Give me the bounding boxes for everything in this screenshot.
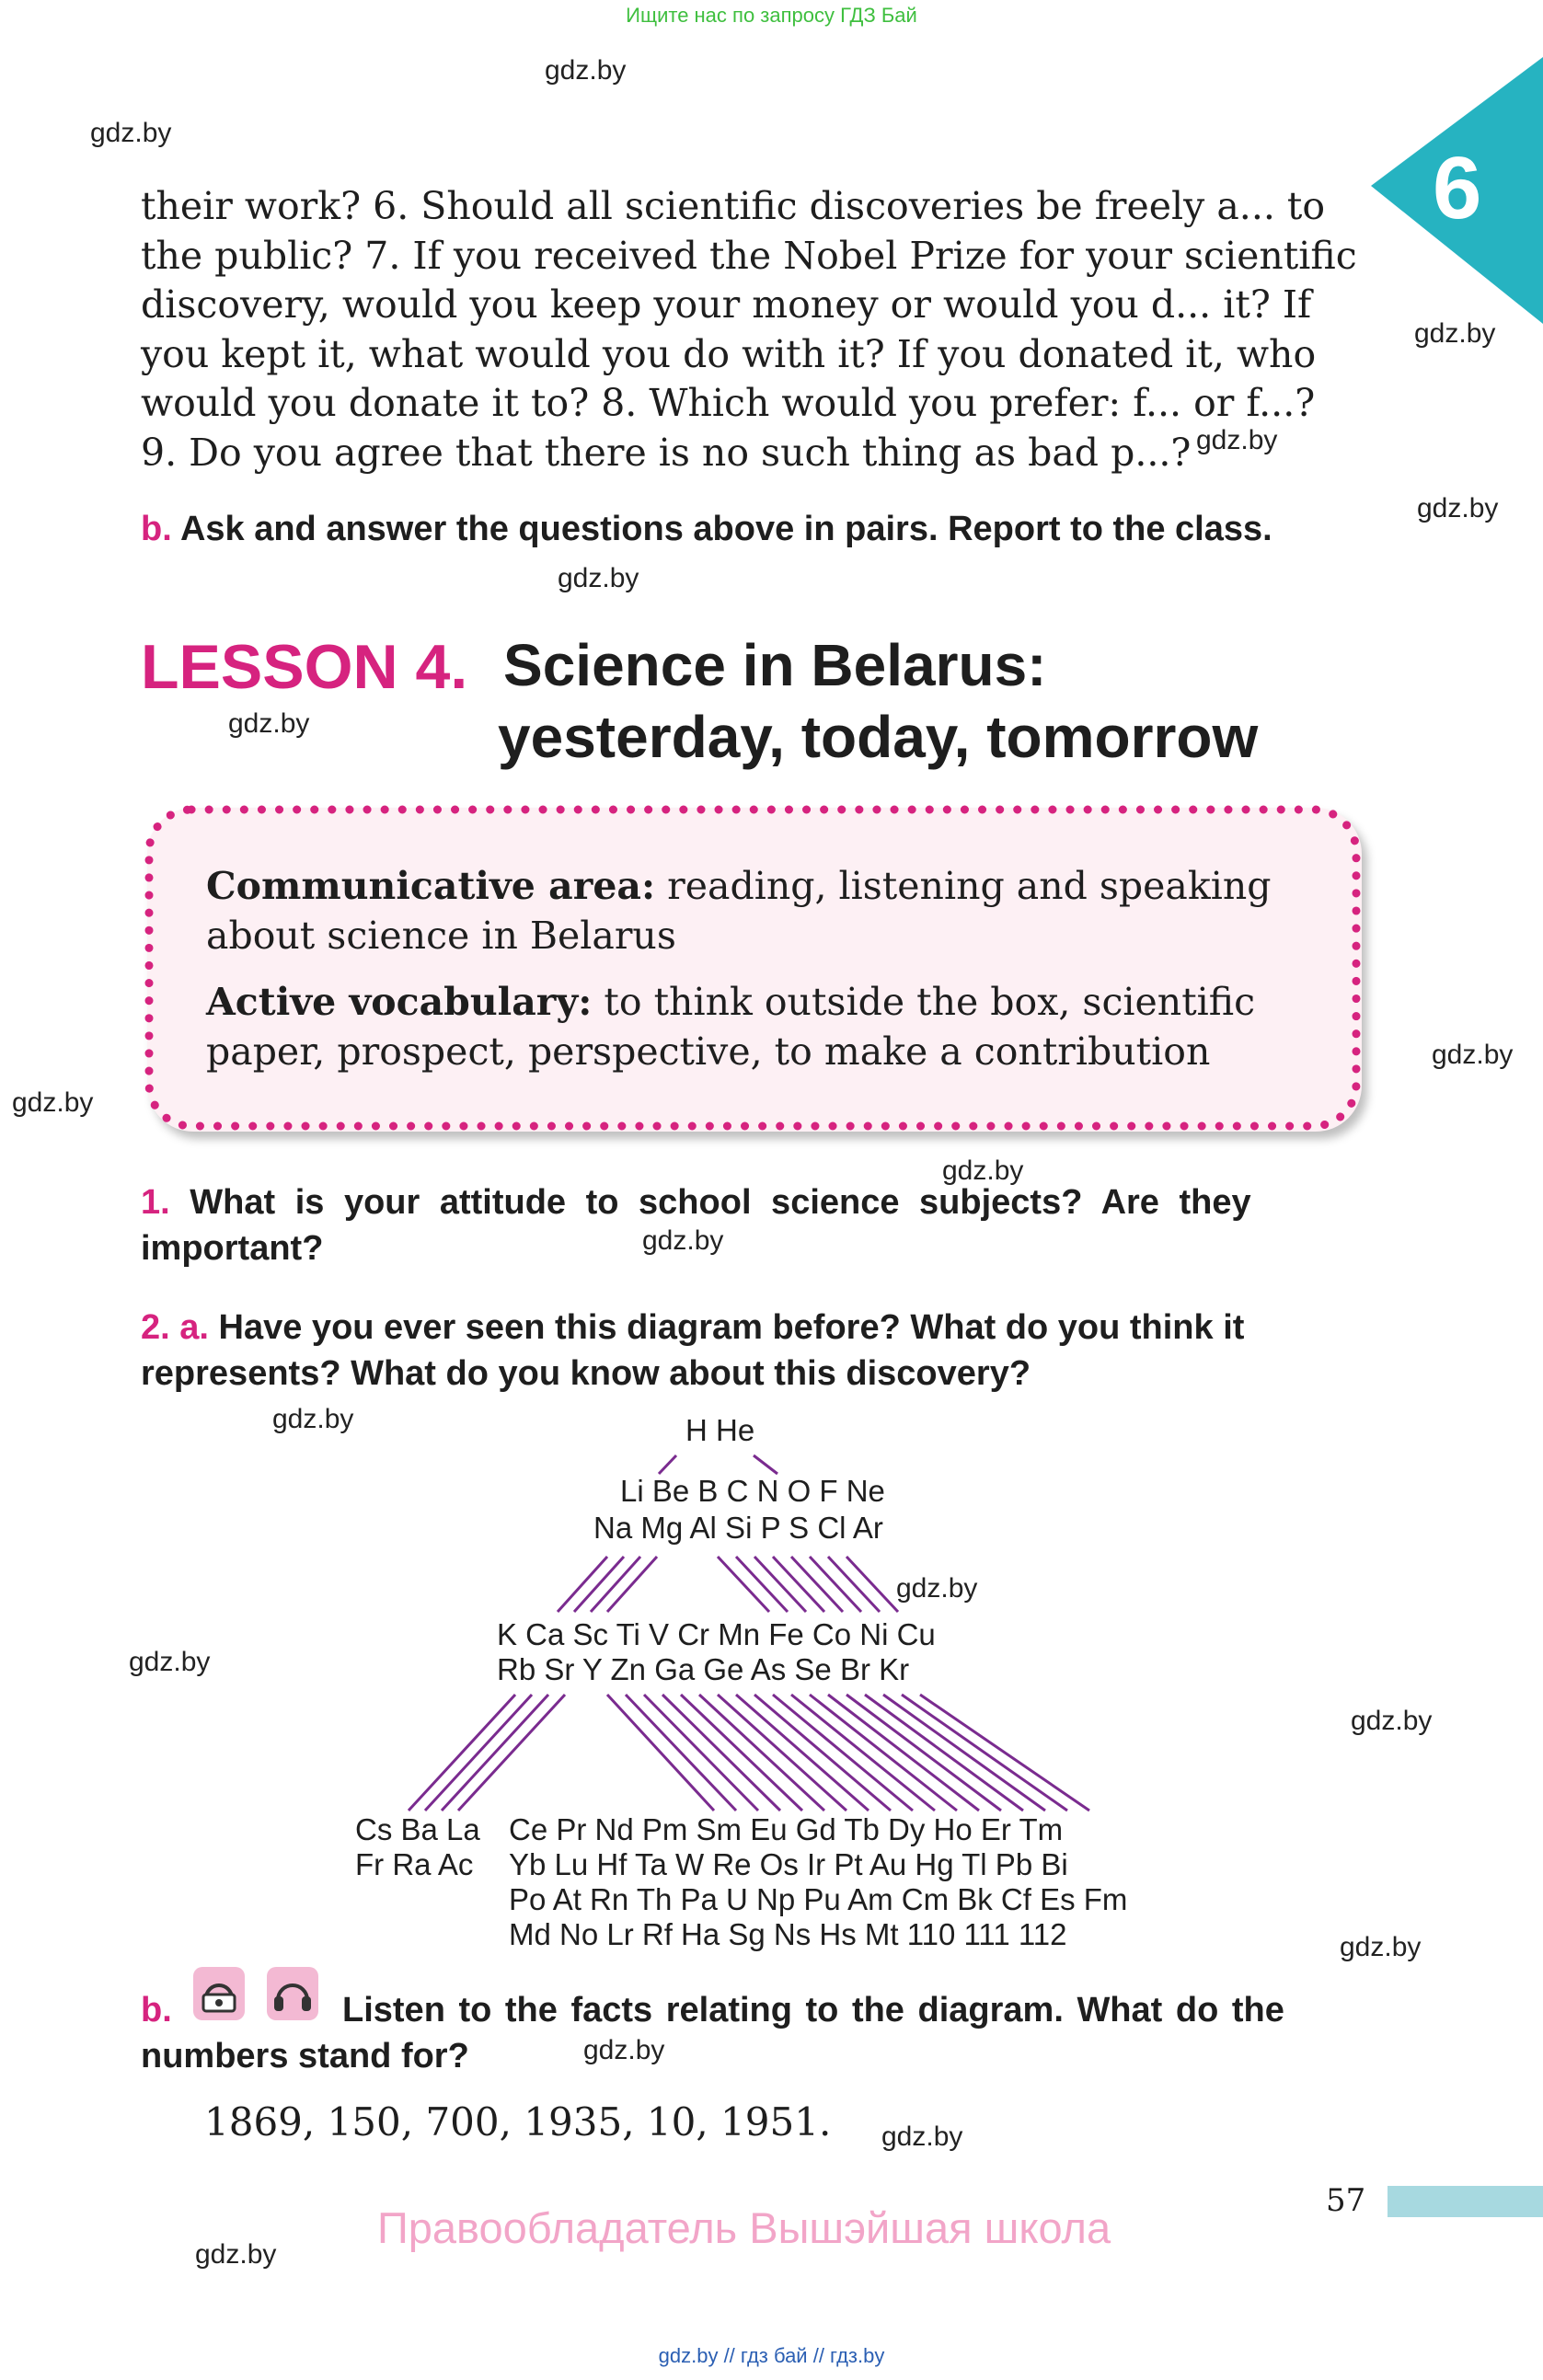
watermark: gdz.by — [228, 708, 310, 739]
watermark: gdz.by — [558, 563, 639, 593]
watermark: gdz.by — [1196, 425, 1278, 455]
watermark: gdz.by — [881, 2121, 963, 2152]
page-number-bar — [1388, 2186, 1543, 2217]
years-list: 1869, 150, 700, 1935, 10, 1951. — [204, 2099, 832, 2144]
task-number: 2. — [141, 1308, 170, 1347]
task-text: Have you ever seen this diagram before? What do you think it — [218, 1308, 1245, 1347]
diagram-row: Yb Lu Hf Ta W Re Os Ir Pt Au Hg Tl Pb Bi — [509, 1847, 1068, 1881]
task-1-line: important? — [141, 1229, 324, 1268]
page-number: 57 — [1326, 2182, 1366, 2219]
communicative-area-label: Communicative area: — [206, 864, 656, 908]
paragraph-line: would you donate it to? 8. Which would you prefer: f... or f...? — [141, 381, 1316, 426]
headphones-icon[interactable] — [267, 1967, 318, 2020]
watermark: gdz.by — [129, 1647, 211, 1677]
watermark: gdz.by — [12, 1087, 94, 1118]
active-vocabulary-text: to think outside the box, scientific — [592, 980, 1256, 1024]
communicative-area-text: about science in Belarus — [206, 914, 676, 958]
watermark: gdz.by — [1351, 1706, 1433, 1736]
watermark: gdz.by — [272, 1404, 354, 1434]
task-letter: b. — [141, 1991, 172, 2029]
copyright-owner: Правообладатель Вышэйшая школа — [377, 2203, 1111, 2252]
watermark: gdz.by — [90, 118, 172, 148]
diagram-row: Li Be B C N O F Ne — [620, 1474, 885, 1508]
task-2a-line: represents? What do you know about this discovery? — [141, 1354, 1031, 1393]
lesson-title-line1: Science in Belarus: — [503, 632, 1047, 698]
watermark: gdz.by — [642, 1225, 724, 1256]
watermark: gdz.by — [942, 1156, 1024, 1186]
paragraph-line: 9. Do you agree that there is no such thing as bad p...? — [141, 430, 1192, 475]
lesson-title-line2: yesterday, today, tomorrow — [498, 704, 1259, 770]
diagram-row: Md No Lr Rf Ha Sg Ns Hs Mt 110 111 112 — [509, 1917, 1067, 1951]
watermark: gdz.by — [1417, 493, 1499, 523]
watermark: gdz.by — [1432, 1040, 1514, 1070]
task-2b-line: numbers stand for? — [141, 2037, 469, 2075]
diagram-row: Na Mg Al Si P S Cl Ar — [593, 1511, 883, 1545]
task-number: 1. — [141, 1183, 170, 1222]
diagram-row: H He — [685, 1413, 755, 1447]
paragraph-line: discovery, would you keep your money or would you d... it? If — [141, 282, 1312, 328]
diagram-row: Ce Pr Nd Pm Sm Eu Gd Tb Dy Ho Er Tm — [509, 1812, 1064, 1846]
watermark: gdz.by — [545, 55, 627, 86]
task-letter: a. — [179, 1308, 209, 1347]
paragraph-line: the public? 7. If you received the Nobel Prize for your scientific — [141, 233, 1357, 278]
diagram-row: Po At Rn Th Pa U Np Pu Am Cm Bk Cf Es Fm — [509, 1882, 1128, 1916]
active-vocabulary-text: paper, prospect, perspective, to make a contribution — [206, 1029, 1211, 1074]
watermark: gdz.by — [1414, 318, 1496, 349]
watermark: gdz.by — [896, 1573, 978, 1604]
task-letter: b. — [141, 510, 172, 548]
watermark: gdz.by — [1340, 1932, 1422, 1962]
diagram-row: Rb Sr Y Zn Ga Ge As Se Br Kr — [497, 1652, 910, 1686]
communicative-area-text: reading, listening and speaking — [655, 864, 1272, 908]
top-banner[interactable]: Ищите нас по запросу ГДЗ Бай — [626, 4, 917, 27]
watermark: gdz.by — [195, 2239, 277, 2270]
diagram-row: Cs Ba La — [355, 1812, 480, 1846]
paragraph-line: their work? 6. Should all scientific discoveries be freely a... to — [141, 184, 1326, 228]
task-text: Ask and answer the questions above in pairs. Report to the class. — [179, 510, 1272, 548]
watermark: gdz.by — [583, 2035, 665, 2065]
diagram-row: K Ca Sc Ti V Cr Mn Fe Co Ni Cu — [497, 1617, 936, 1651]
lesson-label: LESSON 4. — [141, 632, 468, 702]
task-text: What is your attitude to school science subjects? Are they — [190, 1183, 1251, 1222]
footer-links[interactable]: gdz.by // гдз бай // гдз.by — [658, 2344, 885, 2367]
active-vocabulary-label: Active vocabulary: — [206, 980, 593, 1024]
cd-player-icon[interactable] — [193, 1967, 245, 2020]
unit-number: 6 — [1433, 139, 1482, 237]
diagram-row: Fr Ra Ac — [355, 1847, 474, 1881]
task-2b-line: Listen to the facts relating to the diagram. What do the — [342, 1991, 1284, 2029]
paragraph-line: you kept it, what would you do with it? If you donated it, who — [141, 331, 1317, 376]
